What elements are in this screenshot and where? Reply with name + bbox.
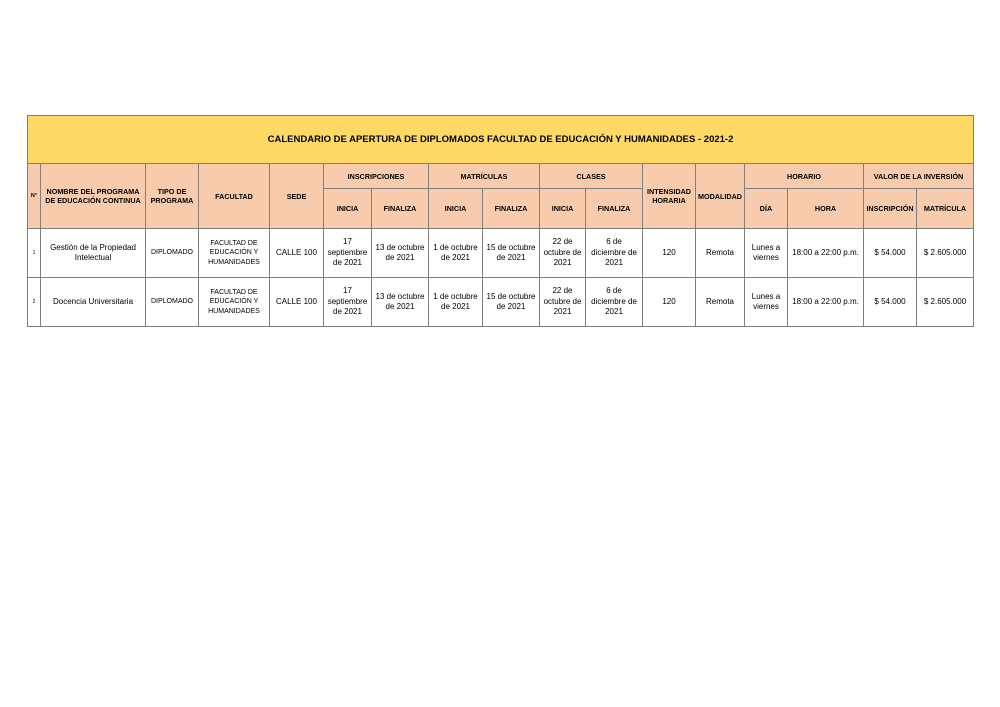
inscription-end: 13 de octubre de 2021	[372, 278, 429, 327]
row-number: 2	[28, 278, 41, 327]
inscription-start: 17 septiembre de 2021	[324, 229, 372, 278]
program-name: Docencia Universitaria	[41, 278, 146, 327]
inscription-fee: $ 54.000	[864, 229, 917, 278]
modality: Remota	[696, 278, 745, 327]
inscription-end: 13 de octubre de 2021	[372, 229, 429, 278]
enrollment-end: 15 de octubre de 2021	[483, 229, 540, 278]
table-title: CALENDARIO DE APERTURA DE DIPLOMADOS FACULTAD DE EDUCACIÓN Y HUMANIDADES - 2021-2	[28, 116, 974, 164]
header-schedule: HORARIO	[745, 164, 864, 189]
table-row	[28, 229, 974, 278]
schedule-day: Lunes a viernes	[745, 278, 788, 327]
header-class-start: INICIA	[540, 189, 586, 229]
header-campus: SEDE	[270, 164, 324, 229]
header-mat-start: INICIA	[429, 189, 483, 229]
program-name: Gestión de la Propiedad Intelectual	[41, 229, 146, 278]
hours-intensity: 120	[643, 229, 696, 278]
inscription-start: 17 septiembre de 2021	[324, 278, 372, 327]
schedule-day: Lunes a viernes	[745, 229, 788, 278]
enrollment-end: 15 de octubre de 2021	[483, 278, 540, 327]
header-time: HORA	[788, 189, 864, 229]
class-end: 6 de diciembre de 2021	[586, 229, 643, 278]
hours-intensity: 120	[643, 278, 696, 327]
header-program-type: TIPO DE PROGRAMA	[146, 164, 199, 229]
header-class-end: FINALIZA	[586, 189, 643, 229]
header-inscriptions: INSCRIPCIONES	[324, 164, 429, 189]
enrollment-fee: $ 2.605.000	[917, 229, 974, 278]
modality: Remota	[696, 229, 745, 278]
table-row	[28, 278, 974, 327]
class-start: 22 de octubre de 2021	[540, 229, 586, 278]
program-type: DIPLOMADO	[146, 229, 199, 278]
header-insc-end: FINALIZA	[372, 189, 429, 229]
header-classes: CLASES	[540, 164, 643, 189]
calendar-table	[27, 115, 974, 327]
campus: CALLE 100	[270, 229, 324, 278]
header-mat-end: FINALIZA	[483, 189, 540, 229]
header-enrollment-fee: MATRÍCULA	[917, 189, 974, 229]
row-number: 1	[28, 229, 41, 278]
header-insc-start: INICIA	[324, 189, 372, 229]
header-enrollments: MATRÍCULAS	[429, 164, 540, 189]
enrollment-start: 1 de octubre de 2021	[429, 278, 483, 327]
header-investment: VALOR DE LA INVERSIÓN	[864, 164, 974, 189]
header-inscription-fee: INSCRIPCIÓN	[864, 189, 917, 229]
faculty: FACULTAD DE EDUCACIÓN Y HUMANIDADES	[199, 278, 270, 327]
enrollment-start: 1 de octubre de 2021	[429, 229, 483, 278]
faculty: FACULTAD DE EDUCACIÓN Y HUMANIDADES	[199, 229, 270, 278]
header-day: DÍA	[745, 189, 788, 229]
class-end: 6 de diciembre de 2021	[586, 278, 643, 327]
campus: CALLE 100	[270, 278, 324, 327]
header-hours-intensity: INTENSIDAD HORARIA	[643, 164, 696, 229]
header-faculty: FACULTAD	[199, 164, 270, 229]
inscription-fee: $ 54.000	[864, 278, 917, 327]
header-program-name: NOMBRE DEL PROGRAMA DE EDUCACIÓN CONTINUA	[41, 164, 146, 229]
schedule-time: 18:00 a 22:00 p.m.	[788, 229, 864, 278]
program-type: DIPLOMADO	[146, 278, 199, 327]
header-number: N°	[28, 164, 41, 229]
header-modality: MODALIDAD	[696, 164, 745, 229]
schedule-time: 18:00 a 22:00 p.m.	[788, 278, 864, 327]
enrollment-fee: $ 2.605.000	[917, 278, 974, 327]
class-start: 22 de octubre de 2021	[540, 278, 586, 327]
